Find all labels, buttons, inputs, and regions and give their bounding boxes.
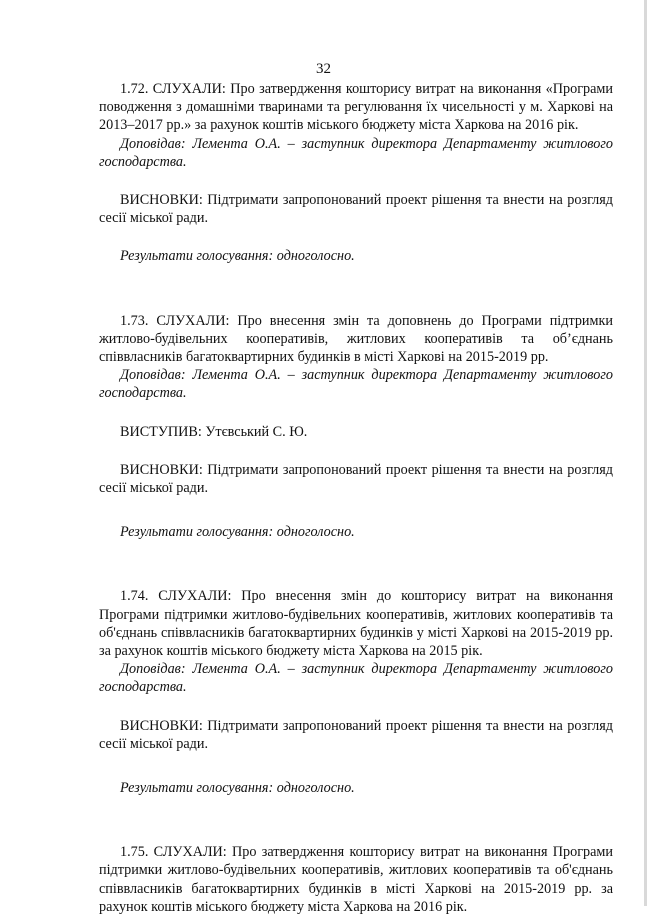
item-1-73-vote: Результати голосування: одноголосно. <box>120 524 355 541</box>
item-1-72-conclusion: ВИСНОВКИ: Підтримати запропонований проект рішення та внести на розгляд сесії міської ради. <box>99 192 613 227</box>
item-1-73-speaker: Доповідав: Лемента О.А. – заступник директора Департаменту житлового господарства. <box>99 367 613 402</box>
item-1-74-heard: 1.74. СЛУХАЛИ: Про внесення змін до кошторису витрат на виконання Програми підтримки житлово-будівельних кооперативів, житлових кооперативів та об'єднань співвласників багатоквартирних будинків у місті Харкові на 2015-2019 рр. за рахунок коштів міського бюджету міста Харкова на 2015 рік. <box>99 588 613 660</box>
item-1-72-speaker: Доповідав: Лемента О.А. – заступник директора Департаменту житлового господарства. <box>99 135 613 170</box>
item-1-73-conclusion: ВИСНОВКИ: Підтримати запропонований проект рішення та внести на розгляд сесії міської ради. <box>99 461 613 497</box>
item-1-72-vote: Результати голосування: одноголосно. <box>120 248 355 265</box>
item-1-73-heard: 1.73. СЛУХАЛИ: Про внесення змін та доповнень до Програми підтримки житлово-будівельних кооперативів, житлових кооперативів та об’єднань співвласників багатоквартирних будинків в місті Харкові на 2015-2019 рр. <box>99 312 613 366</box>
item-1-74-speaker: Доповідав: Лемента О.А. – заступник директора Департаменту житлового господарства. <box>99 661 613 696</box>
item-1-73-spoke: ВИСТУПИВ: Утєвський С. Ю. <box>120 423 308 440</box>
page-number: 32 <box>316 61 331 77</box>
item-1-74-vote: Результати голосування: одноголосно. <box>120 780 355 797</box>
item-1-72-heard: 1.72. СЛУХАЛИ: Про затвердження кошторису витрат на виконання «Програми поводження з домашніми тваринами та регулювання їх чисельності у м. Харкові на 2013–2017 рр.» за рахунок коштів міського бюджету міста Харкова на 2016 рік. <box>99 81 613 134</box>
item-1-74-conclusion: ВИСНОВКИ: Підтримати запропонований проект рішення та внести на розгляд сесії міської ради. <box>99 717 613 752</box>
item-1-75-heard: 1.75. СЛУХАЛИ: Про затвердження кошторису витрат на виконання Програми підтримки житлово-будівельних кооперативів, житлових кооперативів та об'єднань співвласників багатоквартирних будинків в місті Харкові на 2015-2019 рр. за рахунок коштів міського бюджету міста Харкова на 2016 рік. <box>99 844 613 915</box>
minutes-body <box>99 80 613 916</box>
